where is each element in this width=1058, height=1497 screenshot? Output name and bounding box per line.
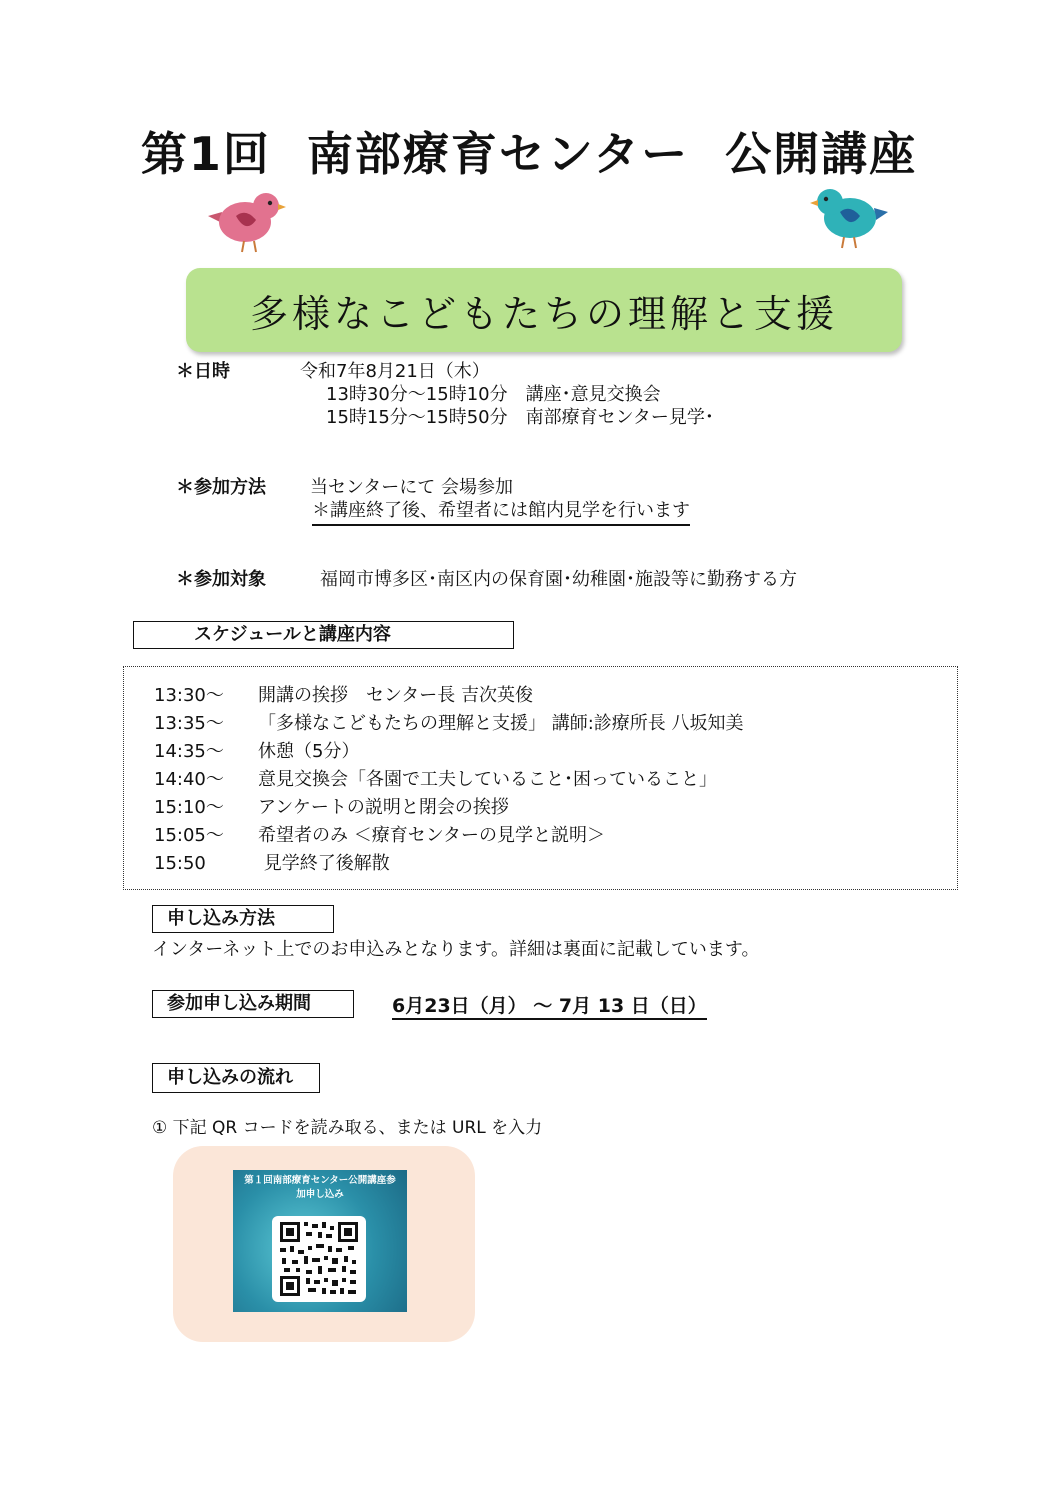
schedule-heading: スケジュールと講座内容	[133, 621, 514, 649]
schedule-desc: 見学終了後解散	[258, 853, 390, 874]
target-label: ＊参加対象	[176, 569, 266, 590]
schedule-row	[154, 709, 744, 733]
schedule-time: 13:30～	[154, 685, 224, 706]
target-value: 福岡市博多区･南区内の保育園･幼稚園･施設等に勤務する方	[320, 569, 797, 590]
schedule-desc: 「多様なこどもたちの理解と支援」 講師:診療所長 八坂知美	[258, 713, 744, 734]
schedule-box	[123, 666, 958, 890]
method-label: ＊参加方法	[176, 477, 266, 498]
schedule-desc: 休憩（5分）	[258, 741, 360, 762]
schedule-time: 14:35～	[154, 741, 224, 762]
method-note: ＊講座終了後、希望者には館内見学を行います	[312, 496, 690, 526]
qr-caption-line-2: 加申し込み	[296, 1189, 344, 1200]
method-value: 当センターにて 会場参加	[310, 477, 514, 498]
schedule-row	[154, 849, 390, 873]
apply-heading: 申し込み方法	[152, 905, 334, 933]
schedule-desc: 意見交換会「各園で工夫していること･困っていること」	[258, 769, 717, 790]
topic-banner-text: 多様なこどもたちの理解と支援	[249, 291, 838, 336]
schedule-time: 13:35～	[154, 713, 224, 734]
apply-text: インターネット上でのお申込みとなります。詳細は裏面に記載しています。	[152, 939, 760, 960]
schedule-row	[154, 681, 533, 705]
schedule-row	[154, 821, 605, 845]
qr-caption	[233, 1174, 407, 1202]
schedule-desc: 希望者のみ ＜療育センターの見学と説明＞	[258, 825, 605, 846]
page-title: 第1回 南部療育センター 公開講座	[140, 127, 918, 181]
pink-bird-icon	[200, 186, 290, 256]
qr-code[interactable]	[272, 1216, 366, 1302]
schedule-time: 15:05～	[154, 825, 224, 846]
event-date: 令和7年8月21日（木）	[300, 361, 490, 382]
session-time-2: 15時15分～15時50分 南部療育センター見学･	[326, 407, 714, 428]
flow-heading: 申し込みの流れ	[152, 1063, 320, 1093]
period-value: 6月23日（月） ～ 7月 13 日（日）	[392, 991, 707, 1020]
session-time-1: 13時30分～15時10分 講座･意見交換会	[326, 384, 661, 405]
qr-caption-line-1: 第１回南部療育センター公開講座参	[244, 1175, 396, 1186]
teal-bird-icon	[806, 182, 896, 252]
schedule-time: 15:50	[154, 853, 206, 874]
datetime-label: ＊日時	[176, 361, 230, 382]
qr-code-icon	[272, 1216, 366, 1302]
schedule-row	[154, 793, 509, 817]
schedule-time: 15:10～	[154, 797, 224, 818]
schedule-row	[154, 765, 717, 789]
schedule-time: 14:40～	[154, 769, 224, 790]
schedule-desc: 開講の挨拶 センター長 吉次英俊	[258, 685, 534, 706]
schedule-desc: アンケートの説明と閉会の挨拶	[258, 797, 509, 818]
flow-step-1: ① 下記 QR コードを読み取る、または URL を入力	[152, 1118, 543, 1138]
schedule-row	[154, 737, 359, 761]
topic-banner	[186, 268, 902, 352]
period-heading: 参加申し込み期間	[152, 990, 354, 1018]
